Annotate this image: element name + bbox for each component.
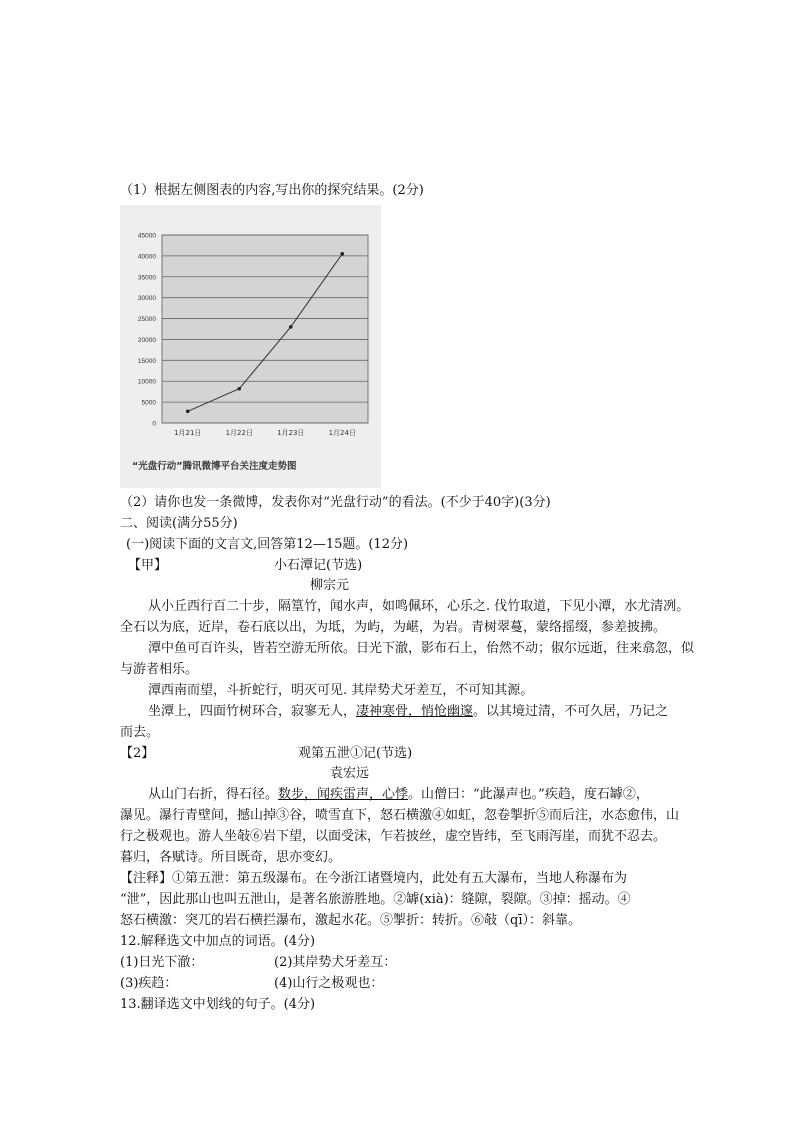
yi-line-1 [148, 786, 649, 804]
jia-para-2b: 与游者相乐。 [120, 662, 199, 677]
jia-author: 柳宗元 [310, 578, 350, 593]
y-tick-label: 15000 [137, 357, 156, 365]
jia-para-2a: 潭中鱼可百许头，皆若空游无所依。日光下澈，影布石上，佁然不动；俶尔远逝，往来翕忽，似 [148, 641, 695, 656]
yi-tag: 【2】 [120, 746, 155, 761]
yi-line-1-end: 。山僧曰：“此瀑声也。”疾趋，度石罅②， [408, 787, 649, 802]
yi-author: 袁宏远 [330, 766, 370, 781]
q12-item-1: (1)日光下澈： [120, 955, 204, 970]
x-tick-label: 1月24日 [328, 429, 356, 437]
yi-line-1-start: 从山门右折，得石径。 [148, 787, 279, 802]
notes-line-1: 【注释】①第五泄：第五级瀑布。在今浙江诸暨境内，此处有五大瀑布，当地人称瀑布为 [120, 871, 628, 886]
y-tick-label: 40000 [137, 253, 156, 261]
x-tick-label: 1月22日 [225, 429, 253, 437]
x-tick-label: 1月21日 [174, 429, 202, 437]
yi-line-3: 行之极观也。游人坐敧⑥岩下望，以面受沫，乍若披丝，虚空皆纬，至飞雨泻崖，而犹不忍去。 [120, 829, 667, 844]
jia-tag: 【甲】 [128, 558, 168, 573]
line-chart [120, 205, 381, 488]
notes-line-3: 怒石横激：突兀的岩石横拦瀑布，激起水花。⑤掣折：转折。⑥敧（qī）：斜靠。 [120, 913, 581, 928]
chart-caption: “光盘行动”腾讯微博平台关注度走势图 [132, 461, 297, 472]
yi-line-2: 瀑见。瀑行青壁间，撼山掉③谷，喷雪直下，怒石横激④如虹，忽卷掣折⑤而后注，水态愈伟，山 [120, 808, 680, 823]
jia-para-3: 潭西南而望，斗折蛇行，明灭可见. 其岸势犬牙差互，不可知其源。 [148, 683, 534, 698]
yi-title: 观第五泄①记(节选) [298, 746, 413, 761]
data-point [289, 325, 293, 329]
x-tick-label: 1月23日 [277, 429, 305, 437]
y-tick-label: 20000 [137, 336, 156, 344]
y-tick-label: 10000 [137, 378, 156, 386]
y-tick-label: 0 [152, 420, 156, 428]
jia-para-1a: 从小丘西行百二十步，隔篁竹，闻水声，如鸣佩环，心乐之. 伐竹取道，下见小潭，水尤清冽。 [148, 599, 690, 614]
underlined-sentence-jia: 凄神寒骨，悄怆幽邃 [356, 704, 474, 719]
data-point [186, 410, 190, 414]
question-12: 12.解释选文中加点的词语。(4分) [120, 934, 316, 949]
underlined-sentence-yi: 数步，闻疾雷声，心悸 [278, 787, 409, 802]
jia-para-4a-end: 。以其境过清，不可久居，乃记之 [473, 704, 669, 719]
jia-title: 小石潭记(节选) [274, 558, 363, 573]
notes-line-2: “泄”，因此那山也叫五泄山，是著名旅游胜地。②罅(xià)：缝隙，裂隙。③掉：摇动。④ [120, 892, 631, 907]
section-heading: 二、阅读(满分55分) [120, 516, 238, 531]
q12-item-3: (3)疾趋： [120, 976, 178, 991]
jia-para-1b: 全石以为底，近岸，卷石底以出，为坻，为屿，为嵁，为岩。青树翠蔓，蒙络摇缀，参差披拂。 [120, 620, 667, 635]
data-point [237, 387, 241, 391]
question-1: （1）根据左侧图表的内容,写出你的探究结果。(2分) [120, 183, 424, 198]
y-tick-label: 5000 [141, 399, 156, 407]
q12-item-2: (2)其岸势犬牙差互： [274, 955, 397, 970]
y-tick-label: 45000 [137, 232, 156, 240]
part-heading: (一)阅读下面的文言文,回答第12—15题。(12分) [126, 537, 409, 552]
jia-para-4a-start: 坐潭上，四面竹树环合，寂寥无人， [148, 704, 357, 719]
y-tick-label: 30000 [137, 295, 156, 303]
question-2: （2）请你也发一条微博，发表你对“光盘行动”的看法。(不少于40字)(3分) [120, 495, 551, 510]
y-tick-label: 25000 [137, 316, 156, 324]
data-point [340, 252, 344, 256]
y-tick-label: 35000 [137, 274, 156, 282]
jia-para-4a [148, 703, 668, 721]
question-13: 13.翻译选文中划线的句子。(4分) [120, 997, 316, 1012]
chart-figure [120, 205, 381, 488]
yi-line-4: 暮归，各赋诗。所目既奇，思亦变幻。 [120, 850, 342, 865]
plot-area [162, 235, 368, 423]
jia-para-4b: 而去。 [120, 725, 160, 740]
q12-item-4: (4)山行之极观也： [274, 976, 384, 991]
